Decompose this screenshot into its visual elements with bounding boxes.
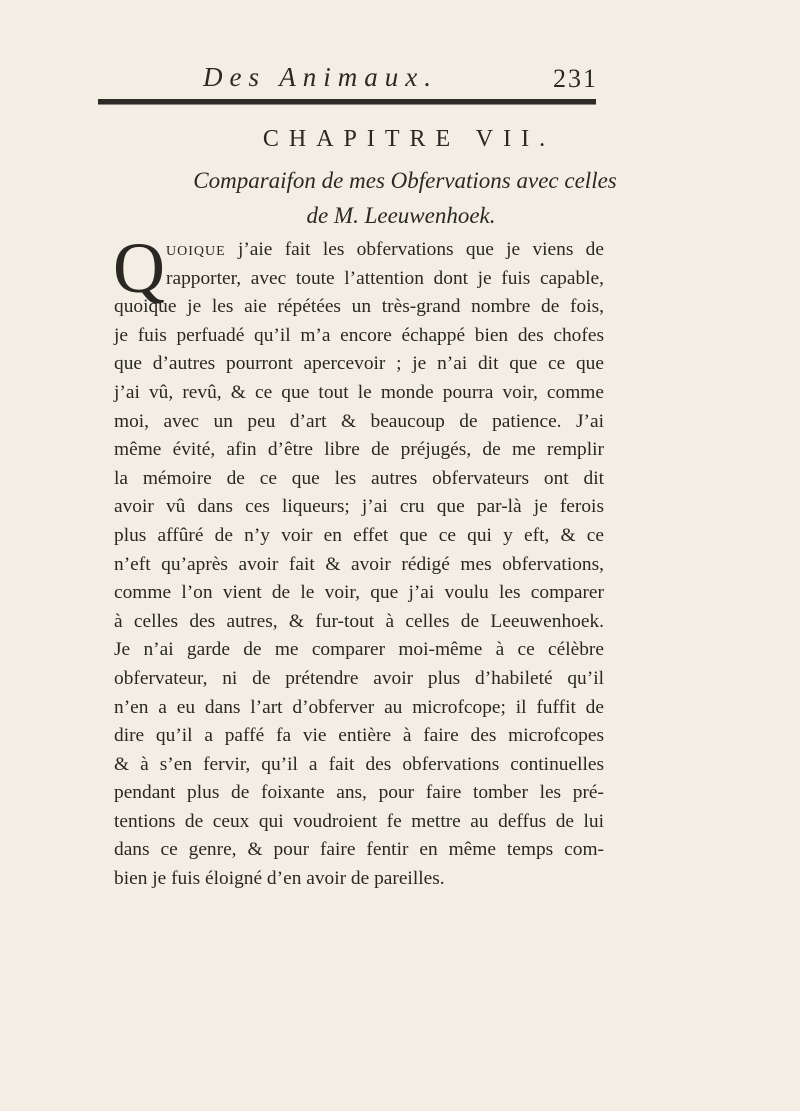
text-line: n’en a eu dans l’art d’obferver au microfcope; il fuffit de [114, 696, 604, 718]
text-line: quoique je les aie répétées un très-grand nombre de fois, [114, 296, 604, 318]
text-line: dire qu’il a paffé fa vie entière à faire des microfcopes [114, 725, 604, 747]
body-paragraph [113, 228, 604, 894]
text-line: obfervateur, ni de prétendre avoir plus d’habileté qu’il [114, 667, 604, 689]
text-line-last: bien je fuis éloigné d’en avoir de pareilles. [114, 868, 445, 890]
header-rule [98, 99, 596, 105]
running-title: Des Animaux. [203, 62, 438, 92]
text-line: que d’autres pourront apercevoir ; je n’ai dit que ce que [114, 353, 604, 375]
text-line: la mémoire de ce que les autres obfervateurs ont dit [114, 467, 604, 489]
page-number: 231 [553, 64, 598, 93]
chapter-subtitle-line-1: Comparaifon de mes Obfervations avec celles [193, 168, 617, 193]
chapter-subtitle-line-2: de M. Leeuwenhoek. [306, 203, 496, 228]
text-line: plus affûré de n’y voir en effet que ce qui y eft, & ce [114, 524, 604, 546]
drop-cap: Q [113, 228, 165, 308]
chapter-heading: CHAPITRE VII. [262, 126, 556, 152]
first-word: uoique [166, 239, 226, 260]
text-line: n’eft qu’après avoir fait & avoir rédigé mes obfervations, [114, 553, 604, 575]
text-line: à celles des autres, & fur-tout à celles de Leeuwenhoek. [114, 610, 604, 632]
text-line-1: uoique j’aie fait les obfervations que je viens de [166, 239, 604, 260]
text-line: rapporter, avec toute l’attention dont je fuis capable, [166, 267, 604, 289]
text-line: Je n’ai garde de me comparer moi-même à ce célèbre [114, 639, 604, 661]
text-line: comme l’on vient de le voir, que j’ai voulu les comparer [114, 582, 604, 604]
text-line: tentions de ceux qui voudroient fe mettre au deffus de lui [114, 810, 604, 832]
text-line: pendant plus de foixante ans, pour faire tomber les pré- [114, 782, 604, 804]
text-line: je fuis perfuadé qu’il m’a encore échappé bien des chofes [114, 324, 604, 346]
text-line: j’ai vû, revû, & ce que tout le monde pourra voir, comme [114, 381, 604, 403]
text-line: & à s’en fervir, qu’il a fait des obfervations continuelles [114, 753, 604, 775]
text-line: avoir vû dans ces liqueurs; j’ai cru que par-là je ferois [114, 496, 604, 518]
text-line: même évité, afin d’être libre de préjugés, de me remplir [114, 439, 604, 461]
text-line: moi, avec un peu d’art & beaucoup de patience. J’ai [114, 410, 604, 432]
text-line: dans ce genre, & pour faire fentir en même temps com- [114, 839, 604, 861]
